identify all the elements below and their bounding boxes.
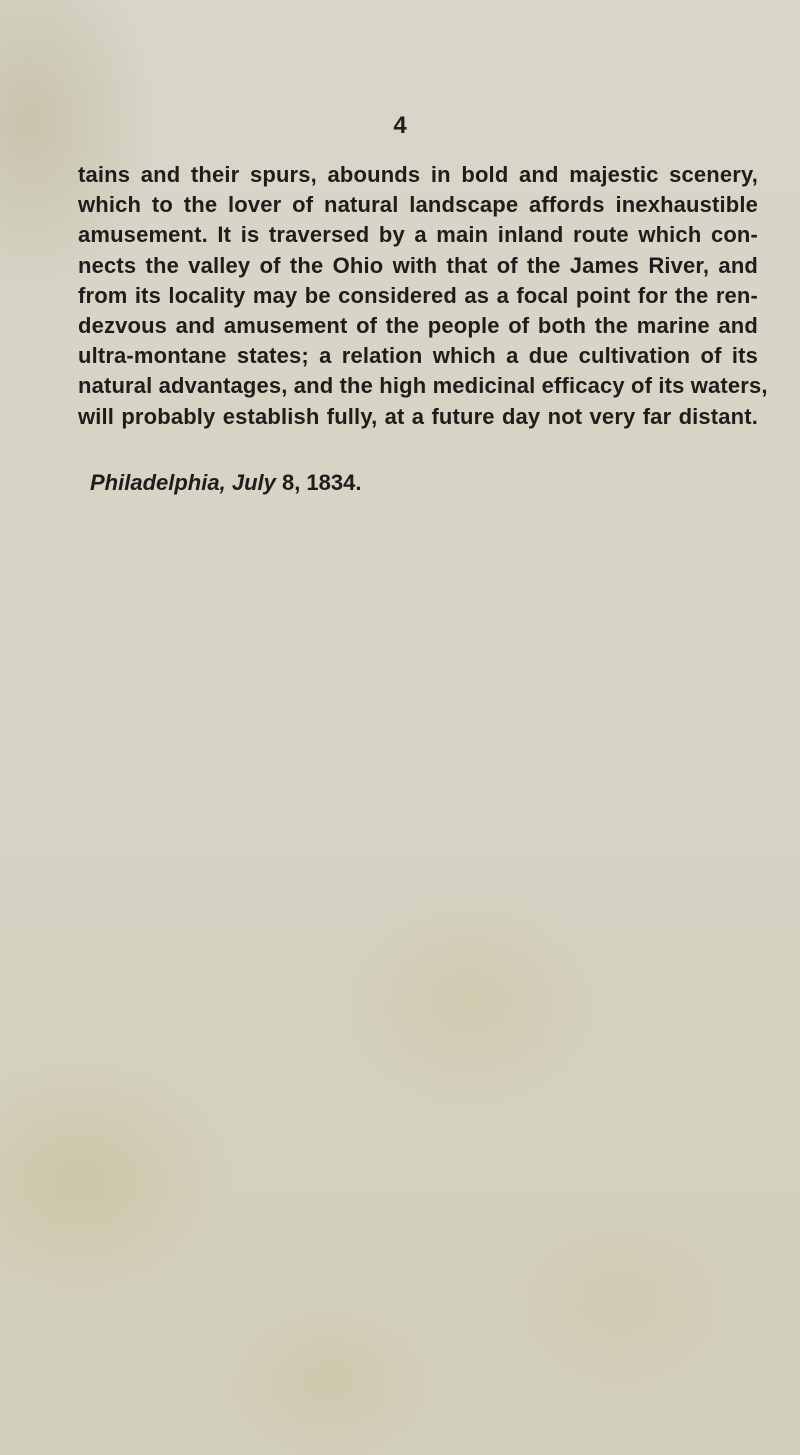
text-line: will probably establish fully, at a future day not very far distant.	[78, 403, 758, 429]
signature-date: 8, 1834.	[275, 470, 362, 495]
signature-place: Philadelphia,	[90, 470, 226, 495]
text-line: tains and their spurs, abounds in bold and majestic scenery,	[78, 162, 758, 187]
text-line: from its locality may be considered as a focal point for the ren-	[78, 282, 758, 308]
text-line: nects the valley of the Ohio with that of the James River, and	[78, 252, 758, 278]
signature-line	[90, 470, 362, 496]
text-line: dezvous and amusement of the people of both the marine and	[78, 312, 758, 338]
text-line: natural advantages, and the high medicinal efficacy of its waters,	[78, 373, 768, 399]
text-line: which to the lover of natural landscape affords inexhaustible	[78, 192, 758, 218]
body-text	[78, 160, 768, 432]
text-line: amusement. It is traversed by a main inland route which con-	[78, 222, 758, 248]
page-number: 4	[393, 112, 407, 139]
text-line: ultra-montane states; a relation which a due cultivation of its	[78, 343, 758, 369]
signature-month: July	[231, 470, 276, 495]
